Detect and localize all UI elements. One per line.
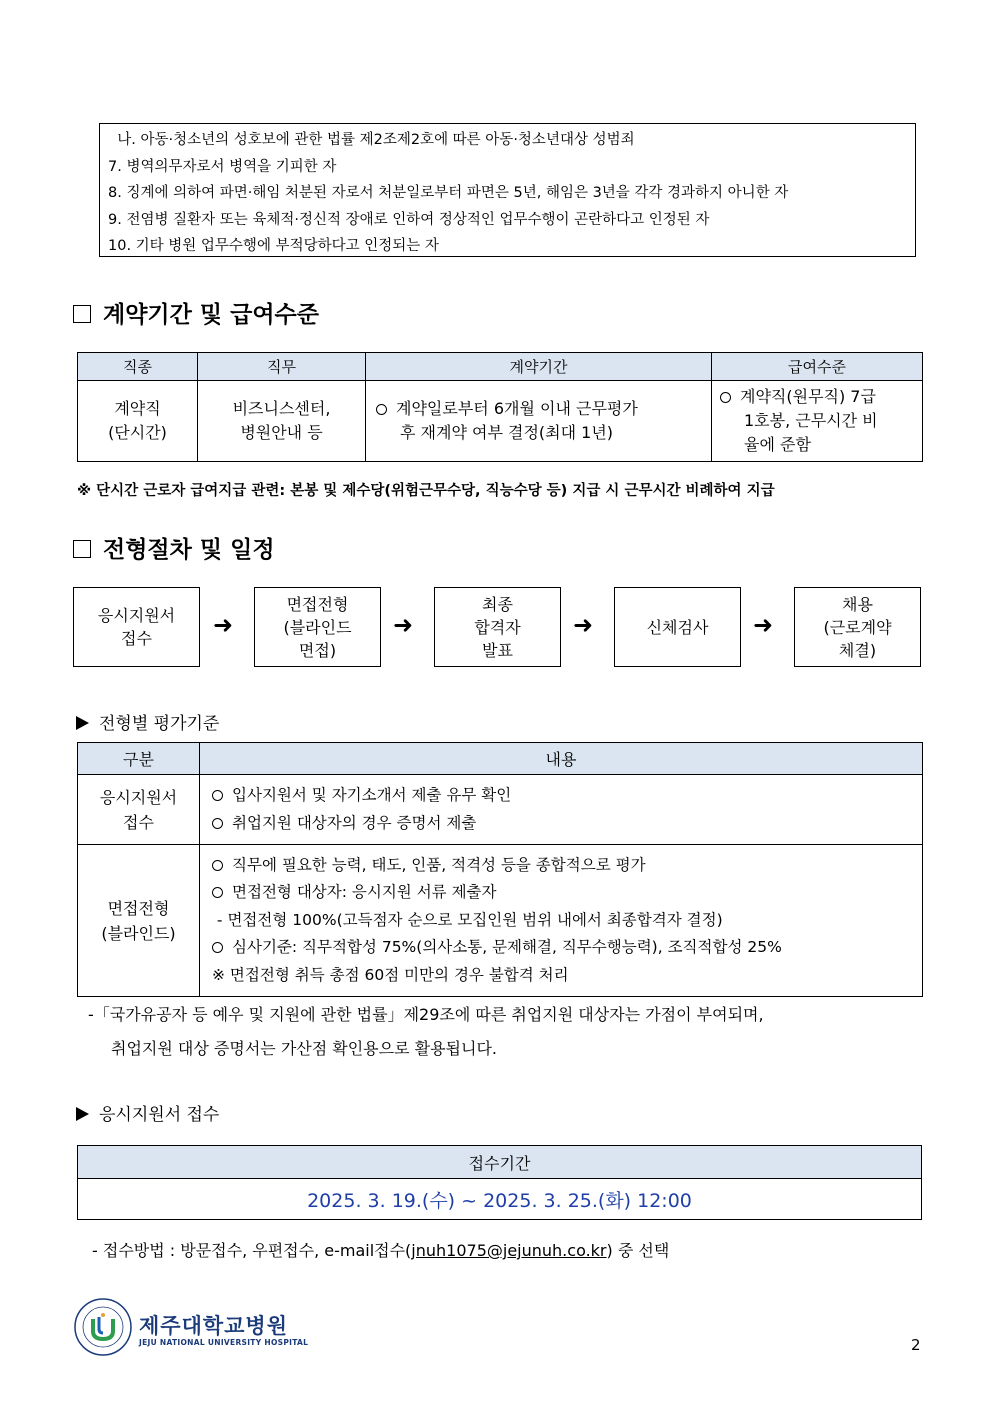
- section-heading-process: [73, 536, 275, 564]
- subheading-criteria: [76, 709, 219, 734]
- job-type-text: (단시간): [108, 423, 167, 442]
- process-step-announcement: 최종 합격자 발표: [434, 587, 561, 667]
- salary-text: 율에 준함: [744, 435, 811, 454]
- criteria-note-line: 취업지원 대상 증명서는 가산점 확인용으로 활용됩니다.: [111, 1039, 498, 1058]
- disqualification-box: [99, 123, 916, 257]
- criteria-content-cell: [200, 845, 923, 997]
- period-cell: [366, 381, 712, 462]
- job-type-text: 계약직: [114, 399, 161, 418]
- criteria-content-cell: [200, 775, 923, 845]
- criteria-text: 입사지원서 및 자기소개서 제출 유무 확인: [232, 786, 512, 804]
- hospital-name-ko: 제주대학교병원: [139, 1314, 289, 1338]
- application-method: [92, 1238, 669, 1261]
- method-text: - 접수방법 : 방문접수, 우편접수, e-mail접수(: [92, 1241, 412, 1260]
- period-text: 계약일로부터 6개월 이내 근무평가: [396, 399, 638, 418]
- circle-bullet-icon: [212, 818, 223, 829]
- checkbox-square-icon: [73, 540, 91, 558]
- circle-bullet-icon: [720, 392, 731, 403]
- criteria-text: 심사기준: 직무적합성 75%(의사소통, 문제해결, 직무수행능력), 조직적합성 25%: [232, 938, 782, 957]
- disqualification-item: 7. 병역의무자로서 병역을 기피한 자: [108, 158, 337, 175]
- job-type-cell: [78, 381, 198, 462]
- disqualification-item: 8. 징계에 의하여 파면·해임 처분된 자로서 처분일로부터 파면은 5년, 해임은 3년을 각각 경과하지 아니한 자: [108, 185, 789, 201]
- criteria-note-line: -「국가유공자 등 예우 및 지원에 관한 법률」제29조에 따른 취업지원 대상자는 가점이 부여되며,: [88, 1005, 764, 1024]
- table-header: 계약기간: [366, 353, 712, 381]
- duty-text: 비즈니스센터,: [232, 399, 331, 418]
- criteria-text: - 면접전형 100%(고득점자 순으로 모집인원 범위 내에서 최종합격자 결정): [212, 910, 723, 929]
- criteria-label: 면접전형: [107, 898, 170, 918]
- salary-cell: [712, 381, 923, 462]
- hospital-seal-logo: [73, 1297, 133, 1357]
- salary-text: 계약직(원무직) 7급: [740, 387, 876, 406]
- process-step-hiring: 채용 (근로계약 체결): [794, 587, 921, 667]
- section-title: 전형절차 및 일정: [103, 537, 275, 563]
- salary-note: ※ 단시간 근로자 급여지급 관련: 본봉 및 제수당(위험근무수당, 직능수당 등) 지급 시 근무시간 비례하여 지급: [77, 483, 775, 499]
- criteria-text: ※ 면접전형 취득 총점 60점 미만의 경우 불합격 처리: [212, 965, 569, 984]
- table-header: 구분: [78, 743, 200, 775]
- criteria-label: 접수: [123, 812, 154, 832]
- hospital-name-en: JEJU NATIONAL UNIVERSITY HOSPITAL: [139, 1338, 309, 1347]
- arrow-right-icon: ➜: [753, 611, 774, 639]
- email-link[interactable]: jnuh1075@jejunuh.co.kr: [411, 1241, 607, 1260]
- disqualification-item: 나. 아동·청소년의 성호보에 관한 법률 제2조제2호에 따른 아동·청소년대상 성범죄: [108, 132, 635, 148]
- process-step-application: 응시지원서 접수: [73, 587, 200, 667]
- circle-bullet-icon: [212, 942, 223, 953]
- criteria-label: 응시지원서: [99, 787, 178, 807]
- table-header: 급여수준: [712, 353, 923, 381]
- criteria-text: 직무에 필요한 능력, 태도, 인품, 적격성 등을 종합적으로 평가: [232, 855, 646, 874]
- section-heading-contract: [73, 301, 319, 329]
- process-step-medical-check: 신체검사: [614, 587, 741, 667]
- arrow-right-icon: ➜: [393, 611, 414, 639]
- method-text: ) 중 선택: [606, 1241, 670, 1260]
- table-header: 직종: [78, 353, 198, 381]
- subheading-application: [76, 1100, 219, 1125]
- arrow-right-icon: ➜: [573, 611, 594, 639]
- table-header: 내용: [200, 743, 923, 775]
- contract-table: [77, 352, 923, 462]
- criteria-text: 취업지원 대상자의 경우 증명서 제출: [232, 813, 477, 832]
- application-table: [77, 1145, 922, 1220]
- triangle-bullet-icon: [76, 716, 89, 730]
- duty-cell: [198, 381, 366, 462]
- application-period: 2025. 3. 19.(수) ~ 2025. 3. 25.(화) 12:00: [78, 1179, 922, 1220]
- criteria-label: (블라인드): [101, 923, 176, 943]
- disqualification-item: 10. 기타 병원 업무수행에 부적당하다고 인정되는 자: [108, 238, 439, 254]
- triangle-bullet-icon: [76, 1107, 89, 1121]
- criteria-table: [77, 742, 923, 997]
- disqualification-item: 9. 전염병 질환자 또는 육체적·정신적 장애로 인하여 정상적인 업무수행이 곤란하다고 인정된 자: [108, 211, 710, 228]
- circle-bullet-icon: [212, 887, 223, 898]
- subheading-text: 전형별 평가기준: [99, 714, 220, 734]
- process-step-interview: 면접전형 (블라인드 면접): [254, 587, 381, 667]
- criteria-text: 면접전형 대상자: 응시지원 서류 제출자: [232, 883, 497, 902]
- circle-bullet-icon: [376, 404, 387, 415]
- criteria-label-cell: [78, 775, 200, 845]
- table-header: 접수기간: [78, 1146, 922, 1179]
- criteria-label-cell: [78, 845, 200, 997]
- page-number: 2: [911, 1336, 921, 1354]
- salary-text: 1호봉, 근무시간 비: [744, 411, 878, 430]
- arrow-right-icon: ➜: [213, 611, 234, 639]
- duty-text: 병원안내 등: [240, 423, 323, 442]
- circle-bullet-icon: [212, 860, 223, 871]
- checkbox-square-icon: [73, 305, 91, 323]
- subheading-text: 응시지원서 접수: [99, 1105, 220, 1125]
- period-text: 후 재계약 여부 결정(최대 1년): [400, 423, 614, 442]
- section-title: 계약기간 및 급여수준: [103, 302, 319, 328]
- circle-bullet-icon: [212, 790, 223, 801]
- table-header: 직무: [198, 353, 366, 381]
